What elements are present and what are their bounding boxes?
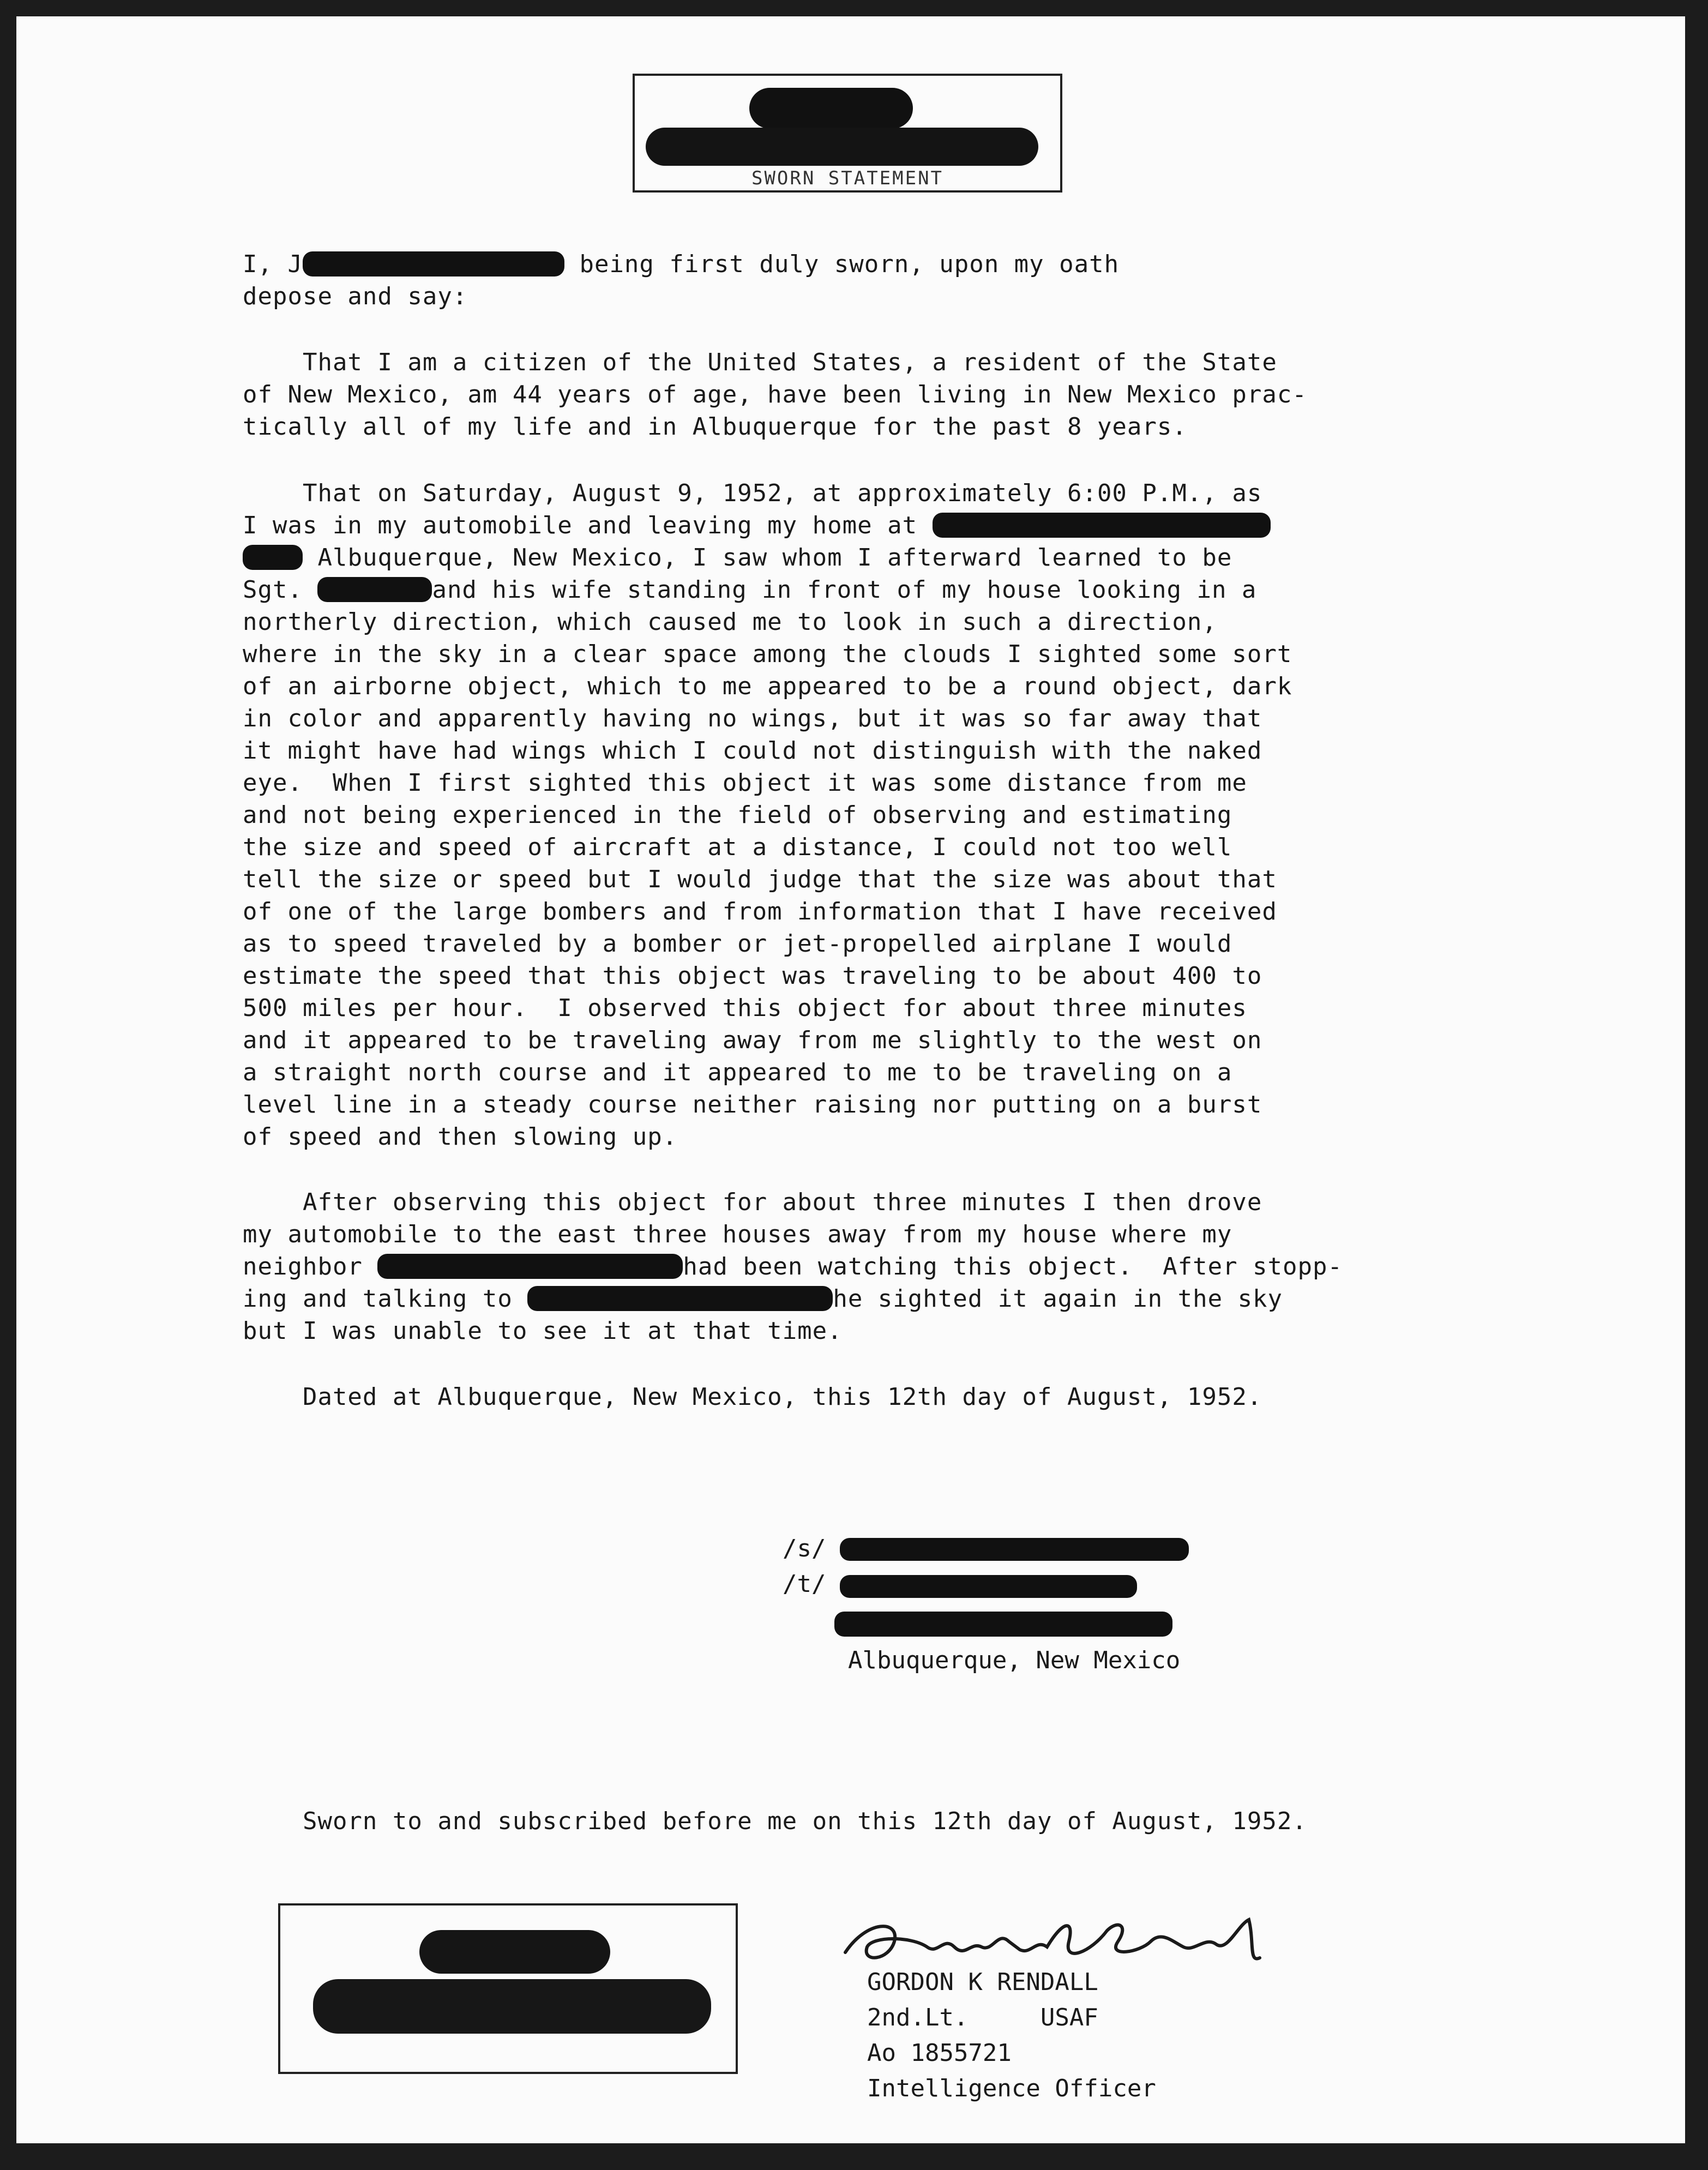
neighbor-name-redaction xyxy=(377,1254,683,1279)
declarant-city: Albuquerque, New Mexico xyxy=(848,1646,1181,1674)
para2-line xyxy=(243,574,1256,606)
dated-line: Dated at Albuquerque, New Mexico, this 12th day of August, 1952. xyxy=(243,1383,1262,1411)
para2-line xyxy=(243,509,1271,542)
opening-line-2: depose and say: xyxy=(243,282,468,310)
name-redaction xyxy=(303,251,564,276)
header-label: SWORN STATEMENT xyxy=(751,167,944,189)
header-stamp-box xyxy=(633,74,1062,193)
para2-line3-text: Albuquerque, New Mexico, I saw whom I afterward learned to be xyxy=(303,544,1232,572)
officer-name: GORDON K RENDALL xyxy=(867,1968,1098,1996)
para2-line: and not being experienced in the field of observing and estimating xyxy=(243,801,1232,829)
address-redaction-2 xyxy=(243,545,303,570)
signature-redaction xyxy=(840,1538,1189,1561)
para2-line4-post: and his wife standing in front of my house looking in a xyxy=(432,576,1257,604)
s-label: /s/ xyxy=(783,1535,826,1562)
officer-serial: Ao 1855721 xyxy=(867,2039,1012,2067)
opening-line-1 xyxy=(243,248,1119,280)
officer-rank: 2nd.Lt. USAF xyxy=(867,2004,1098,2031)
para2-line: a straight north course and it appeared to me to be traveling on a xyxy=(243,1059,1232,1086)
para2-line: and it appeared to be traveling away from me slightly to the west on xyxy=(243,1026,1262,1054)
para2-line: of speed and then slowing up. xyxy=(243,1123,678,1151)
para2-line: it might have had wings which I could not distinguish with the naked xyxy=(243,737,1262,765)
para3-line: After observing this object for about three minutes I then drove xyxy=(243,1188,1262,1216)
para2-line: level line in a steady course neither raising nor putting on a burst xyxy=(243,1091,1262,1119)
para2-line: estimate the speed that this object was traveling to be about 400 to xyxy=(243,962,1262,990)
neighbor-name-redaction-2 xyxy=(527,1286,833,1311)
para2-line4-pre: Sgt. xyxy=(243,576,318,604)
notary-stamp-box xyxy=(278,1903,738,2074)
para1-line: tically all of my life and in Albuquerque for the past 8 years. xyxy=(243,413,1187,441)
typed-name-redaction xyxy=(840,1575,1137,1598)
t-label: /t/ xyxy=(783,1570,826,1598)
sworn-line: Sworn to and subscribed before me on this 12th day of August, 1952. xyxy=(243,1807,1307,1835)
stamp-redaction-bottom xyxy=(313,1979,711,2034)
para3-line4-pre: ing and talking to xyxy=(243,1285,528,1313)
header-redaction-bottom xyxy=(646,128,1038,166)
para2-line: where in the sky in a clear space among the clouds I sighted some sort xyxy=(243,640,1292,668)
para3-line3-post: had been watching this object. After stopp- xyxy=(683,1253,1343,1281)
para3-line: but I was unable to see it at that time. xyxy=(243,1317,843,1345)
para2-line: tell the size or speed but I would judge that the size was about that xyxy=(243,865,1277,893)
stamp-redaction-top xyxy=(419,1930,610,1974)
handwritten-signature xyxy=(834,1909,1303,1974)
para3-line3-pre: neighbor xyxy=(243,1253,378,1281)
para2-line: as to speed traveled by a bomber or jet-propelled airplane I would xyxy=(243,930,1232,958)
opening-post: being first duly sworn, upon my oath xyxy=(564,250,1120,278)
document-page xyxy=(16,16,1685,2143)
officer-title: Intelligence Officer xyxy=(867,2075,1156,2102)
para2-line: northerly direction, which caused me to look in such a direction, xyxy=(243,608,1217,636)
para2-line: eye. When I first sighted this object it was some distance from me xyxy=(243,769,1247,797)
header-redaction-top xyxy=(749,88,913,129)
para2-line: the size and speed of aircraft at a distance, I could not too well xyxy=(243,833,1232,861)
para2-line: of one of the large bombers and from information that I have received xyxy=(243,898,1277,925)
sgt-name-redaction xyxy=(317,577,432,602)
para3-line xyxy=(243,1283,1283,1315)
para2-line: of an airborne object, which to me appeared to be a round object, dark xyxy=(243,672,1292,700)
para3-line4-post: he sighted it again in the sky xyxy=(833,1285,1283,1313)
para1-line: That I am a citizen of the United States, a resident of the State xyxy=(243,348,1277,376)
address-redaction xyxy=(933,513,1271,538)
para1-line: of New Mexico, am 44 years of age, have been living in New Mexico prac- xyxy=(243,381,1307,408)
para2-line xyxy=(243,542,1232,574)
address-line-redaction xyxy=(834,1612,1172,1637)
para2-line2-text: I was in my automobile and leaving my home at xyxy=(243,512,933,539)
para3-line xyxy=(243,1251,1343,1283)
para2-line: That on Saturday, August 9, 1952, at approximately 6:00 P.M., as xyxy=(243,479,1262,507)
para2-line: in color and apparently having no wings, but it was so far away that xyxy=(243,705,1262,732)
para3-line: my automobile to the east three houses away from my house where my xyxy=(243,1221,1232,1248)
opening-pre: I, J xyxy=(243,250,303,278)
para2-line: 500 miles per hour. I observed this object for about three minutes xyxy=(243,994,1247,1022)
